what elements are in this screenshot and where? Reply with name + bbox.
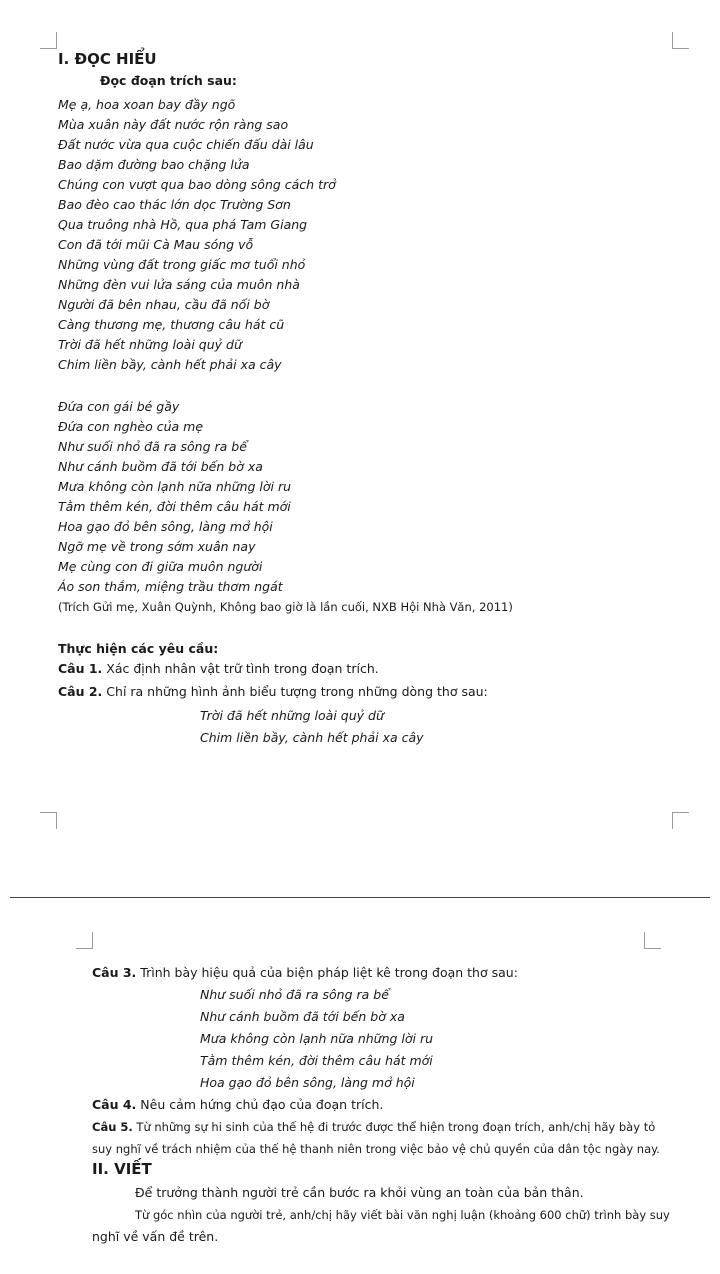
poem-line: Đất nước vừa qua cuộc chiến đấu dài lâu bbox=[58, 137, 314, 152]
writing-prompt-1: Để trưởng thành người trẻ cần bước ra khỏi vùng an toàn của bản thân. bbox=[135, 1185, 584, 1200]
quoted-line: Tằm thêm kén, đời thêm câu hát mới bbox=[200, 1053, 433, 1068]
question-text: Xác định nhân vật trữ tình trong đoạn trích. bbox=[106, 661, 379, 676]
poem-line: Những đèn vui lửa sáng của muôn nhà bbox=[58, 277, 300, 292]
writing-prompt-2: Từ góc nhìn của người trẻ, anh/chị hãy viết bài văn nghị luận (khoảng 600 chữ) trình bày suy bbox=[135, 1208, 670, 1222]
poem-line: Trời đã hết những loài quỷ dữ bbox=[58, 337, 242, 352]
question-text: Từ những sự hi sinh của thế hệ đi trước được thể hiện trong đoạn trích, anh/chị hãy bày tỏ bbox=[136, 1120, 656, 1134]
question-label: Câu 1. bbox=[58, 661, 103, 676]
poem-line: Những vùng đất trong giấc mơ tuổi nhỏ bbox=[58, 257, 306, 272]
poem-line: Tằm thêm kén, đời thêm câu hát mới bbox=[58, 499, 291, 514]
poem-line: Đứa con gái bé gầy bbox=[58, 399, 180, 414]
poem-line: Mưa không còn lạnh nữa những lời ru bbox=[58, 479, 292, 494]
page-separator bbox=[10, 897, 710, 898]
poem-line: Như cánh buồm đã tới bến bờ xa bbox=[58, 459, 263, 474]
question-text: Trình bày hiệu quả của biện pháp liệt kê trong đoạn thơ sau: bbox=[140, 965, 518, 980]
poem-line: Bao đèo cao thác lớn dọc Trường Sơn bbox=[58, 197, 291, 212]
quoted-line: Trời đã hết những loài quỷ dữ bbox=[200, 708, 384, 723]
writing-prompt-2-continued: nghĩ về vấn đề trên. bbox=[92, 1229, 219, 1244]
crop-mark bbox=[76, 932, 93, 949]
poem-line: Chúng con vượt qua bao dòng sông cách trở bbox=[58, 177, 336, 192]
document-page-2 bbox=[0, 900, 720, 1274]
poem-line: Chim liền bầy, cành hết phải xa cây bbox=[58, 357, 282, 372]
poem-line: Người đã bên nhau, cầu đã nối bờ bbox=[58, 297, 270, 312]
quoted-line: Chim liền bầy, cành hết phải xa cây bbox=[200, 730, 424, 745]
question-text: Nêu cảm hứng chủ đạo của đoạn trích. bbox=[140, 1097, 384, 1112]
section-title-reading: I. ĐỌC HIỂU bbox=[58, 50, 157, 68]
poem-line: Con đã tới mũi Cà Mau sóng vỗ bbox=[58, 237, 254, 252]
question-5-continued: suy nghĩ về trách nhiệm của thế hệ thanh niên trong việc bảo vệ chủ quyền của dân tộc ngày nay. bbox=[92, 1142, 660, 1156]
poem-line: Càng thương mẹ, thương câu hát cũ bbox=[58, 317, 285, 332]
question-label: Câu 3. bbox=[92, 965, 137, 980]
quoted-line: Mưa không còn lạnh nữa những lời ru bbox=[200, 1031, 434, 1046]
question-3 bbox=[92, 964, 518, 982]
poem-line: Qua truông nhà Hồ, qua phá Tam Giang bbox=[58, 217, 308, 232]
quoted-line: Hoa gạo đỏ bên sông, làng mở hội bbox=[200, 1075, 415, 1090]
poem-line: Mùa xuân này đất nước rộn ràng sao bbox=[58, 117, 289, 132]
poem-line: Như suối nhỏ đã ra sông ra bể bbox=[58, 439, 247, 454]
question-2 bbox=[58, 683, 488, 701]
poem-line: Áo son thắm, miệng trầu thơm ngát bbox=[58, 579, 283, 594]
citation: (Trích Gửi mẹ, Xuân Quỳnh, Không bao giờ là lần cuối, NXB Hội Nhà Văn, 2011) bbox=[58, 600, 513, 614]
question-5 bbox=[92, 1118, 655, 1136]
question-label: Câu 4. bbox=[92, 1097, 137, 1112]
poem-line: Đứa con nghèo của mẹ bbox=[58, 419, 204, 434]
section-title-writing: II. VIẾT bbox=[92, 1160, 152, 1178]
question-1 bbox=[58, 660, 379, 678]
poem-line: Hoa gạo đỏ bên sông, làng mở hội bbox=[58, 519, 273, 534]
quoted-line: Như suối nhỏ đã ra sông ra bể bbox=[200, 987, 389, 1002]
question-4 bbox=[92, 1096, 383, 1114]
tasks-title: Thực hiện các yêu cầu: bbox=[58, 641, 219, 656]
poem-line: Ngỡ mẹ về trong sớm xuân nay bbox=[58, 539, 256, 554]
crop-mark bbox=[644, 932, 661, 949]
poem-line: Mẹ ạ, hoa xoan bay đầy ngõ bbox=[58, 97, 236, 112]
quoted-line: Như cánh buồm đã tới bến bờ xa bbox=[200, 1009, 405, 1024]
question-text: Chỉ ra những hình ảnh biểu tượng trong những dòng thơ sau: bbox=[106, 684, 488, 699]
question-label: Câu 2. bbox=[58, 684, 103, 699]
crop-mark bbox=[672, 812, 689, 829]
question-label: Câu 5. bbox=[92, 1120, 133, 1134]
crop-mark bbox=[40, 812, 57, 829]
read-prompt: Đọc đoạn trích sau: bbox=[100, 73, 237, 88]
poem-line: Mẹ cùng con đi giữa muôn người bbox=[58, 559, 263, 574]
crop-mark bbox=[672, 32, 689, 49]
poem-line: Bao dặm đường bao chặng lửa bbox=[58, 157, 250, 172]
crop-mark bbox=[40, 32, 57, 49]
